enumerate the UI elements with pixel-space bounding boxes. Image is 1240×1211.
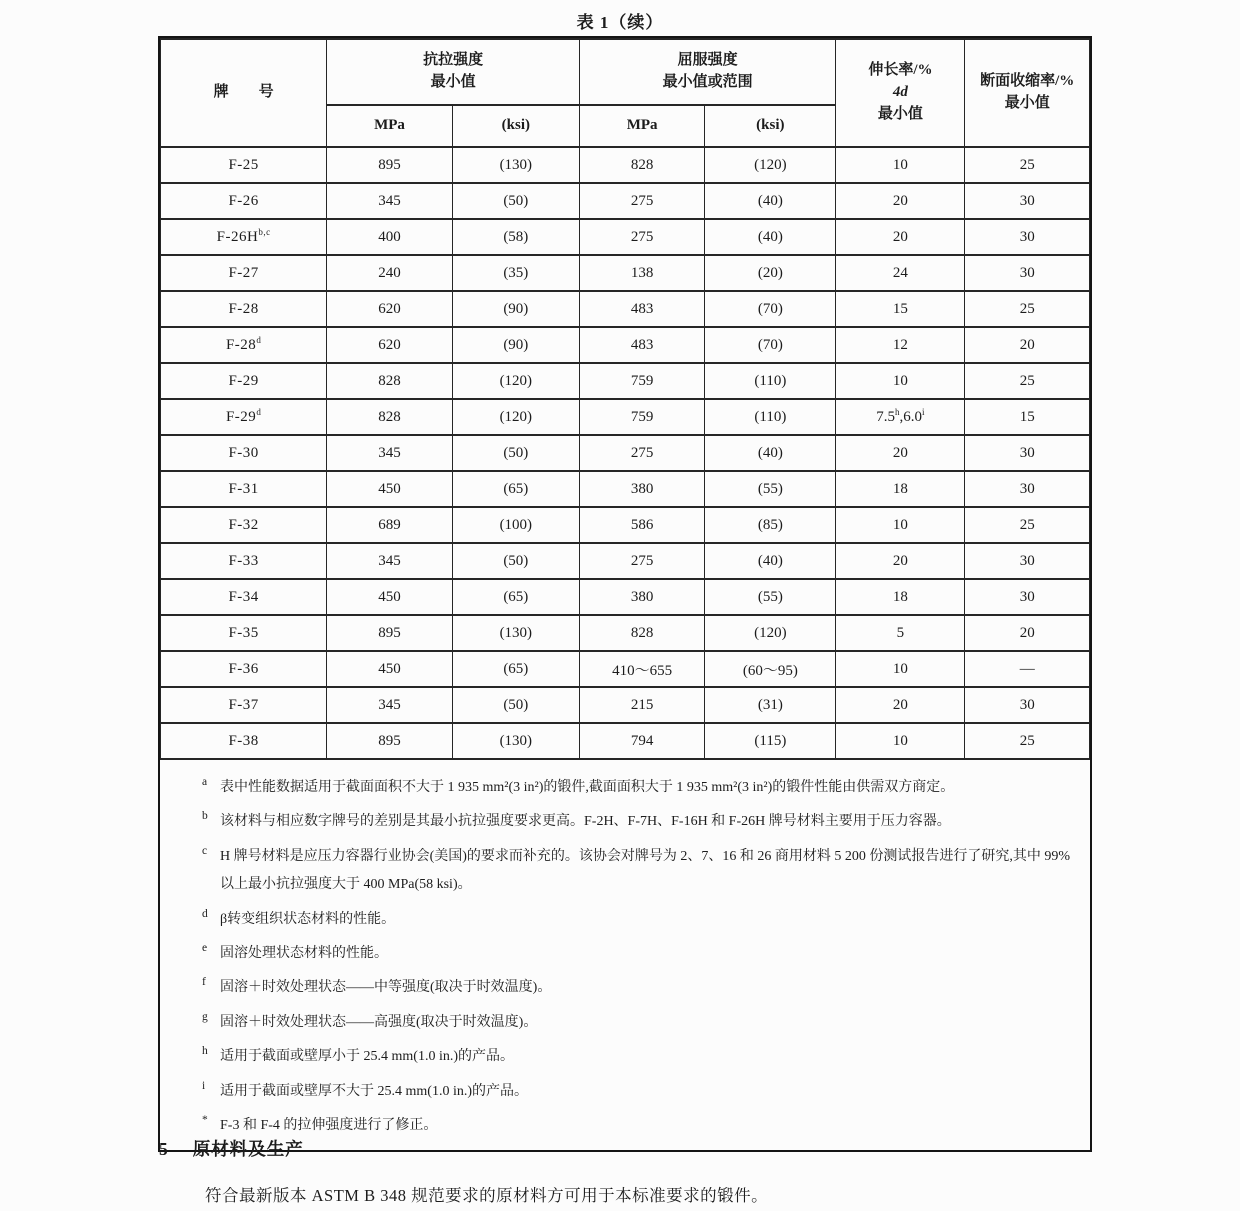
value-cell: (90) (452, 291, 579, 327)
value-cell: 828 (579, 147, 704, 183)
footnote-marker: * (202, 1114, 208, 1127)
value-cell: 450 (327, 579, 452, 615)
value-cell: (50) (452, 183, 579, 219)
table-body (161, 147, 1090, 759)
value-cell: 20 (965, 615, 1090, 651)
table-row (161, 471, 1090, 507)
footnote-item (202, 934, 1082, 968)
value-cell: 759 (579, 399, 704, 435)
table-row (161, 723, 1090, 759)
value-cell: (120) (705, 615, 836, 651)
footnote-text: 固溶处理状态材料的性能。 (220, 946, 388, 962)
value-cell: 586 (579, 507, 704, 543)
header-yield-mpa: MPa (579, 105, 704, 147)
value-cell: 828 (327, 399, 452, 435)
value-cell: (20) (705, 255, 836, 291)
footnote-marker: c (202, 844, 208, 857)
footnote-text: β转变组织状态材料的性能。 (220, 911, 396, 927)
value-cell: 620 (327, 327, 452, 363)
grade-cell: F-30 (161, 435, 327, 471)
grade-cell: F-33 (161, 543, 327, 579)
value-cell: 10 (836, 651, 965, 687)
grade-cell: F-31 (161, 471, 327, 507)
value-cell: 138 (579, 255, 704, 291)
header-elongation (836, 39, 965, 147)
value-cell: (60～95) (705, 651, 836, 687)
grade-cell: F-27 (161, 255, 327, 291)
footnote-text: 该材料与相应数字牌号的差别是其最小抗拉强度要求更高。F-2H、F-7H、F-16H 和 F-26H 牌号材料主要用于压力容器。 (220, 814, 951, 830)
value-cell: 25 (965, 363, 1090, 399)
value-cell: 18 (836, 579, 965, 615)
value-cell: 275 (579, 183, 704, 219)
header-tensile-mpa: MPa (327, 105, 452, 147)
value-cell: 25 (965, 291, 1090, 327)
header-grade (161, 39, 327, 147)
value-cell: — (965, 651, 1090, 687)
value-cell: 895 (327, 723, 452, 759)
value-cell: 275 (579, 219, 704, 255)
value-cell: 30 (965, 687, 1090, 723)
footnote-text: 固溶＋时效处理状态——中等强度(取决于时效温度)。 (220, 980, 552, 996)
value-cell: (130) (452, 147, 579, 183)
footnote-text: F-3 和 F-4 的拉伸强度进行了修正。 (220, 1118, 438, 1134)
value-cell: (120) (705, 147, 836, 183)
value-cell: 275 (579, 435, 704, 471)
value-cell: 345 (327, 183, 452, 219)
value-cell: 12 (836, 327, 965, 363)
value-cell: (130) (452, 615, 579, 651)
header-yield-line2: 最小值或范围 (662, 74, 753, 90)
value-cell: (40) (705, 435, 836, 471)
footnote-text: H 牌号材料是应压力容器行业协会(美国)的要求而补充的。该协会对牌号为 2、7、16 和 26 商用材料 5 200 份测试报告进行了研究,其中 99%以上最小抗拉强度大于 400 MPa(58 ksi)。 (220, 848, 1071, 893)
value-cell: (70) (705, 327, 836, 363)
grade-cell: F-28$^d$ (161, 327, 327, 363)
value-cell: (90) (452, 327, 579, 363)
properties-table (160, 38, 1090, 760)
table-row (161, 291, 1090, 327)
value-cell: 345 (327, 435, 452, 471)
footnote-item (202, 968, 1082, 1002)
value-cell: (50) (452, 687, 579, 723)
value-cell: 18 (836, 471, 965, 507)
value-cell: 10 (836, 147, 965, 183)
value-cell: 30 (965, 471, 1090, 507)
value-cell: (65) (452, 471, 579, 507)
value-cell: 794 (579, 723, 704, 759)
value-cell: (40) (705, 543, 836, 579)
value-cell: (40) (705, 183, 836, 219)
value-cell: (110) (705, 363, 836, 399)
value-cell: (55) (705, 471, 836, 507)
value-cell: 828 (327, 363, 452, 399)
value-cell: 25 (965, 723, 1090, 759)
grade-cell: $F-26H^{b,c}$ (161, 219, 327, 255)
footnote-item (202, 1037, 1082, 1071)
value-cell: (58) (452, 219, 579, 255)
footnotes (160, 760, 1090, 1150)
grade-cell: F-25 (161, 147, 327, 183)
header-tensile-line2: 最小值 (430, 74, 476, 90)
value-cell: 10 (836, 363, 965, 399)
grade-cell: F-32 (161, 507, 327, 543)
header-grade-label: 牌 号 (213, 84, 274, 101)
value-cell: 828 (579, 615, 704, 651)
footnote-item (202, 1106, 1082, 1140)
value-cell: (65) (452, 579, 579, 615)
section-heading (159, 1136, 304, 1161)
footnote-item (202, 900, 1082, 934)
value-cell: 20 (836, 543, 965, 579)
table-row (161, 399, 1090, 435)
footnote-item (202, 1003, 1082, 1037)
footnote-marker: d (202, 907, 208, 920)
table-row (161, 255, 1090, 291)
value-cell: 20 (965, 327, 1090, 363)
value-cell: (35) (452, 255, 579, 291)
value-cell: (31) (705, 687, 836, 723)
value-cell: 240 (327, 255, 452, 291)
header-elongation-line3: 最小值 (877, 105, 923, 122)
section-title: 原材料及生产 (192, 1139, 304, 1159)
grade-cell: F-26 (161, 183, 327, 219)
value-cell: 30 (965, 543, 1090, 579)
footnote-text: 适用于截面或壁厚不大于 25.4 mm(1.0 in.)的产品。 (220, 1083, 528, 1099)
value-cell: 400 (327, 219, 452, 255)
header-tensile-line1: 抗拉强度 (423, 52, 484, 69)
header-reduction-of-area (965, 39, 1090, 147)
header-yield-strength (579, 39, 835, 105)
value-cell: 483 (579, 327, 704, 363)
value-cell: (120) (452, 399, 579, 435)
footnote-item (202, 837, 1082, 900)
footnote-marker: a (202, 776, 208, 788)
value-cell: 30 (965, 183, 1090, 219)
header-reduction-line2: 最小值 (1004, 95, 1050, 111)
table-row (161, 687, 1090, 723)
value-cell: 215 (579, 687, 704, 723)
footnote-text: 表中性能数据适用于截面面积不大于 1 935 mm²(3 in²)的锻件,截面面积大于 1 935 mm²(3 in²)的锻件性能由供需双方商定。 (220, 780, 955, 795)
value-cell: 275 (579, 543, 704, 579)
header-yield-ksi: (ksi) (705, 105, 836, 147)
value-cell: (85) (705, 507, 836, 543)
table-row (161, 507, 1090, 543)
value-cell: 689 (327, 507, 452, 543)
table-row (161, 543, 1090, 579)
value-cell: 20 (836, 435, 965, 471)
grade-cell: F-29 (161, 363, 327, 399)
grade-cell: F-37 (161, 687, 327, 723)
header-yield-line1: 屈服强度 (677, 52, 738, 69)
value-cell: 410～655 (579, 651, 704, 687)
value-cell: (100) (452, 507, 579, 543)
value-cell: (120) (452, 363, 579, 399)
footnote-marker: i (202, 1079, 206, 1092)
value-cell: 759 (579, 363, 704, 399)
value-cell: 20 (836, 687, 965, 723)
value-cell: 20 (836, 219, 965, 255)
value-cell: 450 (327, 471, 452, 507)
value-cell: 895 (327, 615, 452, 651)
value-cell: (115) (705, 723, 836, 759)
table-row (161, 183, 1090, 219)
table-row (161, 147, 1090, 183)
table-title: 表 1（续） (576, 13, 664, 32)
value-cell: 5 (836, 615, 965, 651)
footnote-text: 适用于截面或壁厚小于 25.4 mm(1.0 in.)的产品。 (220, 1049, 514, 1065)
value-cell: 380 (579, 471, 704, 507)
value-cell: 895 (327, 147, 452, 183)
grade-cell: F-35 (161, 615, 327, 651)
table-row (161, 435, 1090, 471)
grade-cell: F-34 (161, 579, 327, 615)
grade-cell: F-36 (161, 651, 327, 687)
value-cell: (130) (452, 723, 579, 759)
footnote-marker: g (202, 1010, 208, 1023)
value-cell: 380 (579, 579, 704, 615)
header-reduction-line1: 断面收缩率/% (980, 73, 1075, 90)
table-row (161, 327, 1090, 363)
footnote-item (202, 1072, 1082, 1106)
value-cell: 450 (327, 651, 452, 687)
value-cell: 7.5$^h$,6.0$^i$ (836, 399, 965, 435)
value-cell: 24 (836, 255, 965, 291)
table-row (161, 651, 1090, 687)
value-cell: 30 (965, 255, 1090, 291)
value-cell: 10 (836, 507, 965, 543)
value-cell: (40) (705, 219, 836, 255)
value-cell: 345 (327, 543, 452, 579)
table-frame (158, 36, 1092, 1152)
table-row (161, 363, 1090, 399)
value-cell: (70) (705, 291, 836, 327)
footnote-marker: h (202, 1045, 208, 1058)
value-cell: (110) (705, 399, 836, 435)
value-cell: 30 (965, 435, 1090, 471)
value-cell: 620 (327, 291, 452, 327)
value-cell: 15 (836, 291, 965, 327)
header-tensile-ksi: (ksi) (452, 105, 579, 147)
header-tensile-strength (327, 39, 580, 105)
value-cell: 10 (836, 723, 965, 759)
value-cell: 345 (327, 687, 452, 723)
value-cell: 30 (965, 579, 1090, 615)
value-cell: (65) (452, 651, 579, 687)
header-elongation-line2: 4d (892, 84, 908, 101)
grade-cell: F-28 (161, 291, 327, 327)
value-cell: (55) (705, 579, 836, 615)
value-cell: 30 (965, 219, 1090, 255)
grade-cell: F-38 (161, 723, 327, 759)
section-paragraph: 符合最新版本 ASTM B 348 规范要求的原材料方可用于本标准要求的锻件。 (205, 1186, 769, 1205)
footnote-marker: e (202, 942, 208, 955)
section-number: 5 (159, 1139, 169, 1159)
footnote-item (202, 802, 1082, 836)
footnote-text: 固溶＋时效处理状态——高强度(取决于时效温度)。 (220, 1014, 538, 1030)
footnote-marker: f (202, 976, 206, 989)
footnote-item (202, 768, 1082, 802)
table-row (161, 579, 1090, 615)
value-cell: (50) (452, 543, 579, 579)
value-cell: 20 (836, 183, 965, 219)
value-cell: 25 (965, 507, 1090, 543)
value-cell: (50) (452, 435, 579, 471)
value-cell: 15 (965, 399, 1090, 435)
grade-cell: F-29$^d$ (161, 399, 327, 435)
value-cell: 483 (579, 291, 704, 327)
table-row (161, 219, 1090, 255)
header-elongation-line1: 伸长率/% (868, 62, 933, 79)
table-row (161, 615, 1090, 651)
value-cell: 25 (965, 147, 1090, 183)
footnote-marker: b (202, 810, 208, 823)
